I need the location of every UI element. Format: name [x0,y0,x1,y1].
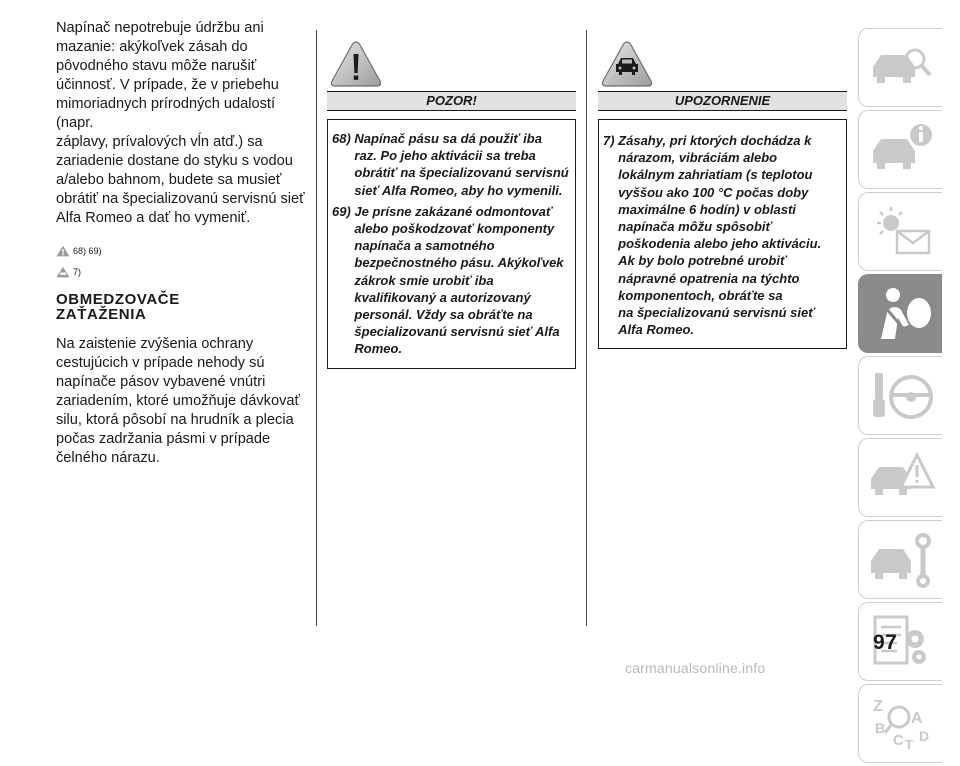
tab-starting-driving[interactable] [858,356,942,435]
chapter-tabs [858,28,942,766]
warning-item-text: Je prísne zakázané odmontovať alebo poškodzovať komponenty napínača a samotného bezpečnostného pásu. Akýkoľvek zákrok smie urobiť iba kvalifikovaný a autorizovaný personál. Vždy sa obráťte na špecializovanú servisnú sieť Alfa Romeo. [354,203,564,357]
caution-item-text: Zásahy, pri ktorých dochádza k nárazom, vibráciám alebo lokálnym zahriatiam (s teplotou vyššou ako 100 °C počas doby maximálne 6 hodín) v oblasti napínača môžu spôsobiť poškodenia alebo jeho aktiváciu. Ak by bolo potrebné urobiť nápravné opatrenia na týchto komponentoch, obráťte sa na špecializovanú servisnú sieť Alfa Romeo. [618,133,822,338]
warning-box-body [327,119,576,369]
warning-item-number: 68) [332,131,355,146]
reference-markers [56,236,311,278]
warning-reference-numbers: 68) 69) [73,246,102,256]
warning-item-number: 69) [332,203,355,219]
warning-box-header: POZOR! [327,91,576,111]
index-letter: Z [873,698,883,715]
caution-box-header: UPOZORNENIE [598,91,847,111]
index-letter: A [911,710,923,727]
car-triangle-icon [601,40,653,88]
watermark: carmanualsonline.info [625,660,766,676]
caution-reference-numbers: 7) [73,267,82,277]
alphabetical-index-icon [867,693,937,755]
car-magnifier-icon [867,37,937,99]
tab-safety[interactable] [858,274,942,353]
warning-reference[interactable] [56,236,311,257]
warning-triangle-icon [56,245,70,257]
car-wrench-icon [867,529,937,591]
index-letter: C [893,732,904,749]
warning-item [332,203,569,358]
column-divider-right [586,30,587,626]
caution-triangle-icon [56,266,70,278]
tab-alphabetical-index[interactable] [858,684,942,763]
tab-getting-to-know-car[interactable] [858,28,942,107]
tab-technical-specifications[interactable] [858,602,942,681]
caution-item [603,132,840,338]
tab-servicing-care[interactable] [858,520,942,599]
tab-car-information[interactable] [858,110,942,189]
car-info-icon [867,119,937,181]
tab-emergency[interactable] [858,438,942,517]
steering-wheel-key-icon [867,365,937,427]
dashboard-lights-envelope-icon [867,201,937,263]
caution-item-number: 7) [603,133,619,148]
car-warning-icon [867,447,937,509]
warning-item [332,130,569,199]
caution-box-body [598,119,847,349]
index-letter: T [905,737,913,752]
index-letter: B [875,720,886,736]
warning-box [327,40,576,369]
warning-item-text: Napínač pásu sa dá použiť iba raz. Po jeho aktivácii sa treba obrátiť na špecializovanú servisnú sieť Alfa Romeo, aby ho vymenili. [354,131,569,198]
tab-dashboard-lights[interactable] [858,192,942,271]
exclamation-triangle-icon [330,40,382,88]
section-heading: OBMEDZOVAČE ZAŤAŽENIA [56,291,180,323]
seatbelt-airbag-icon [867,283,937,345]
column-1 [56,19,311,468]
caution-box [598,40,847,349]
section-paragraph: Na zaistenie zvýšenia ochrany cestujúcich v prípade nehody sú napínače pásov vybavené vnútri zariadením, ktoré umožňuje dávkovať silu, ktorá pôsobí na hrudník a plecia počas zadržania pásmi v prípade čelného nárazu. [56,336,300,466]
page-number: 97 [873,631,898,654]
index-letter: D [919,728,930,744]
intro-paragraph: Napínač nepotrebuje údržbu ani mazanie: akýkoľvek zásah do pôvodného stavu môže narušiť účinnosť. V prípade, že v priebehu mimoriadnych prírodných udalostí (napr. záplavy, prívalových vĺn atď.) sa zariadenie dostane do styku s vodou a/alebo bahnom, budete sa musieť obrátiť na špecializovanú servisnú sieť Alfa Romeo a dať ho vymeniť. [56,20,305,226]
column-divider-left [316,30,317,626]
caution-reference[interactable] [56,257,311,278]
